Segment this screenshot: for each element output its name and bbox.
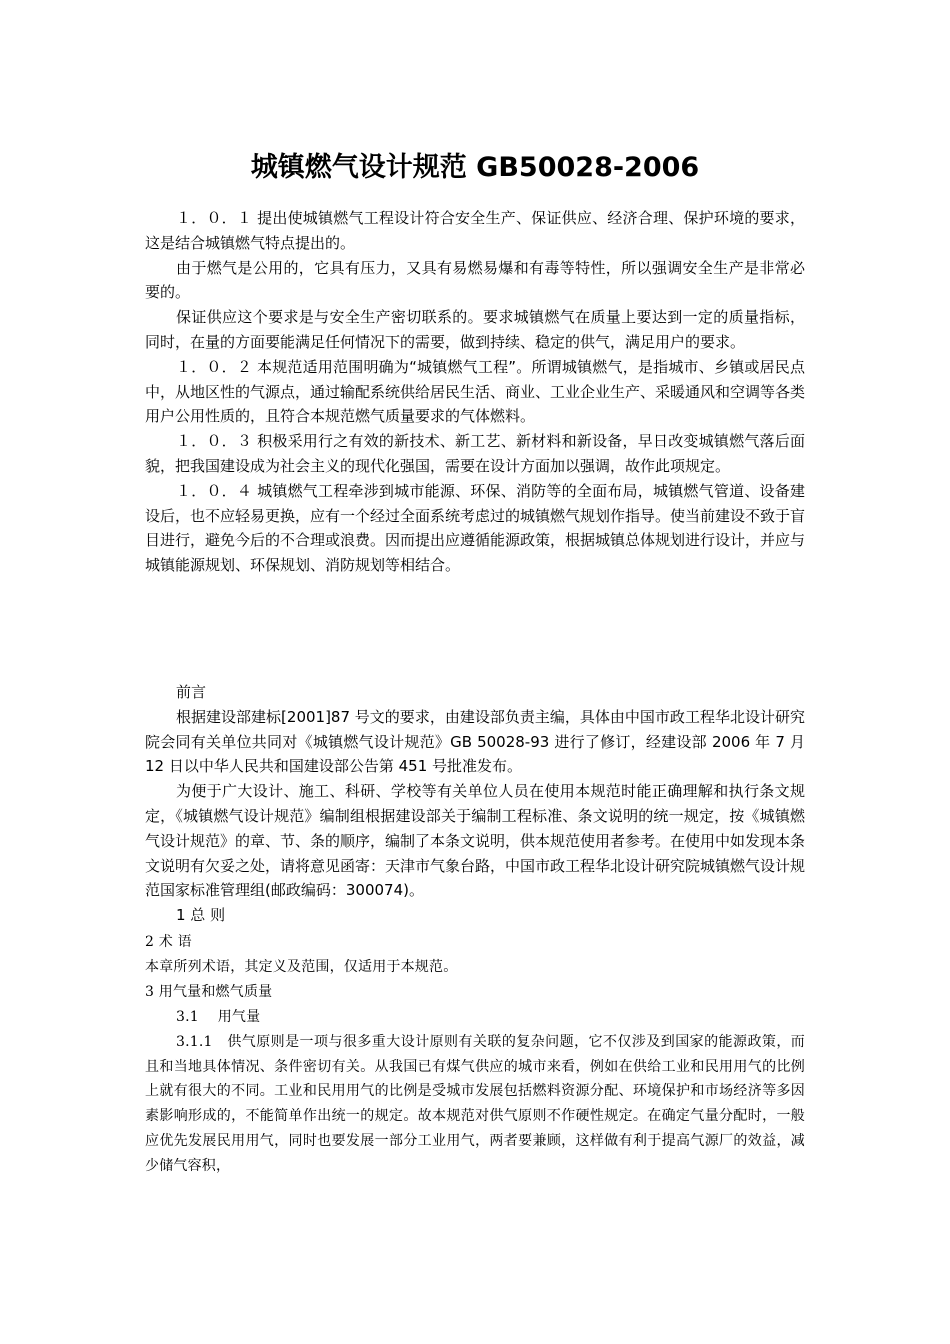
section-3-1-heading: 3.1 用气量 (176, 1008, 261, 1025)
chapter-3-heading: 3 用气量和燃气质量 (145, 983, 273, 1000)
clause-3-1-1: 3.1.1 供气原则是一项与很多重大设计原则有关联的复杂问题，它不仅涉及到国家的能源政策，而且和当地具体情况、条件密切有关。从我国已有煤气供应的城市来看，例如在供给工业和民用用气的比例上就有很大的不同。工业和民用用气的比例是受城市发展包括燃料资源分配、环境保护和市场经济等多因素影响形成的，不能简单作出统一的规定。故本规范对供气原则不作硬性规定。在确定气量分配时，一般应优先发展民用用气，同时也要发展一部分工业用气，两者要兼顾，这样做有利于提高气源厂的效益，减少储气容积， (145, 1033, 805, 1175)
chapters-section (145, 930, 805, 1179)
chapter-2-text: 本章所列术语，其定义及范围，仅适用于本规范。 (145, 958, 458, 975)
preface-paragraph-2: 为便于广大设计、施工、科研、学校等有关单位人员在使用本规范时能正确理解和执行条文规定，《城镇燃气设计规范》编制组根据建设部关于编制工程标准、条文说明的统一规定，按《城镇燃气设计规范》的章、节、条的顺序，编制了本条文说明，供本规范使用者参考。在使用中如发现本条文说明有欠妥之处，请将意见函寄：天津市气象台路，中国市政工程华北设计研究院城镇燃气设计规范国家标准管理组(邮政编码：300074)。 (145, 782, 806, 900)
clause-1-0-4: １．０．４ 城镇燃气工程牵涉到城市能源、环保、消防等的全面布局，城镇燃气管道、设备建设后，也不应轻易更换，应有一个经过全面系统考虑过的城镇燃气规划作指导。使当前建设不致于盲目进行，避免今后的不合理或浪费。因而提出应遵循能源政策，根据城镇总体规划进行设计，并应与城镇能源规划、环保规划、消防规划等相结合。 (145, 481, 806, 575)
general-provisions-section (145, 206, 805, 578)
preface-heading: 前言 (176, 683, 207, 701)
clause-1-0-2: １．０．２ 本规范适用范围明确为“城镇燃气工程”。所谓城镇燃气，是指城市、乡镇或居民点中，从地区性的气源点，通过输配系统供给居民生活、商业、工业企业生产、采暖通风和空调等各类用户公用性质的，且符合本规范燃气质量要求的气体燃料。 (145, 357, 806, 426)
safety-paragraph: 由于燃气是公用的，它具有压力，又具有易燃易爆和有毒等特性，所以强调安全生产是非常必要的。 (145, 258, 805, 302)
clause-1-0-3: １．０．３ 积极采用行之有效的新技术、新工艺、新材料和新设备，早日改变城镇燃气落后面貌，把我国建设成为社会主义的现代化强国，需要在设计方面加以强调，故作此项规定。 (145, 432, 805, 475)
chapter-2-heading: 2 术 语 (145, 934, 192, 950)
preface-section (145, 680, 805, 928)
clause-1-0-1: １．０．１ 提出使城镇燃气工程设计符合安全生产、保证供应、经济合理、保护环境的要求，这是结合城镇燃气特点提出的。 (145, 209, 805, 252)
supply-paragraph: 保证供应这个要求是与安全生产密切联系的。要求城镇燃气在质量上要达到一定的质量指标，同时，在量的方面要能满足任何情况下的需要，做到持续、稳定的供气，满足用户的要求。 (145, 308, 805, 351)
preface-paragraph-1: 根据建设部建标[2001]87 号文的要求，由建设部负责主编，具体由中国市政工程华北设计研究院会同有关单位共同对《城镇燃气设计规范》GB 50028-93 进行了修订，经建设部 2006 年 7 月 12 日以中华人民共和国建设部公告第 451 号批准发布。 (145, 707, 805, 776)
document-title: 城镇燃气设计规范 GB50028-2006 (250, 152, 700, 183)
chapter-1-heading: 1 总 则 (176, 906, 226, 925)
